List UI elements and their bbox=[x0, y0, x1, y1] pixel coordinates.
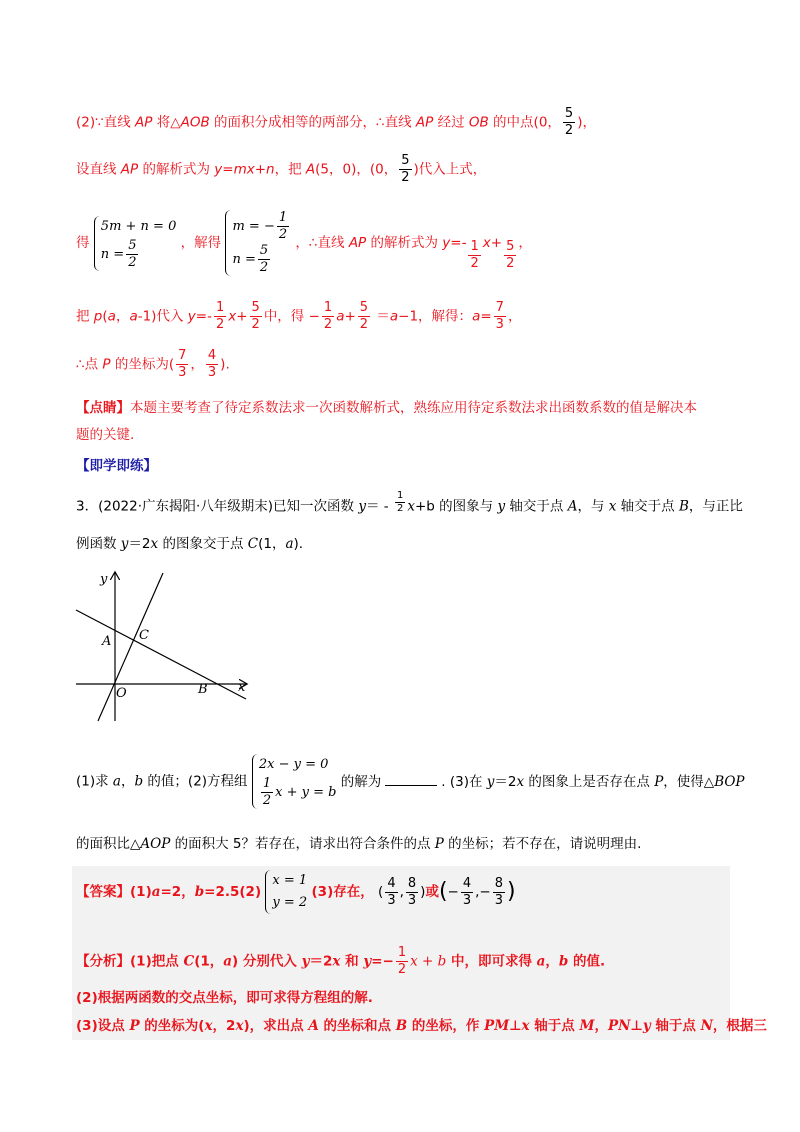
analysis-line-3: (3)设点 P 的坐标为(x，2x)，求出点 A 的坐标和点 B 的坐标，作 PM⊥x 轴于点 M，PN⊥y 轴于点 N，根据三 bbox=[76, 1018, 767, 1034]
subquestion-line-1: (1)求 a，b 的值；(2)方程组 2x − y = 0 $\frac{1}{2}$ x + y = b 的解为 . (3)在 y＝2x 的图象上是否存在点 P，使得△BOP bbox=[76, 754, 745, 809]
analysis-line-1: 【分析】(1)把点 C(1，a) 分别代入 y＝2x 和 y=− $\frac{1}{2}$ x + b 中，即可求得 a，b 的值. bbox=[76, 945, 606, 977]
comment-label: 【点睛】 bbox=[76, 400, 130, 416]
analysis-line-2: (2)根据两函数的交点坐标，即可求得方程组的解. bbox=[76, 990, 373, 1006]
solution-line-3: 得 5m + n = 0 n = $\frac{5}{2}$ ，解得 m = − $\frac{1}{2}$ n = $\frac{5}{2}$ ，∴直线 AP 的解析式为 y=- $\frac{1}{2}$ x+ $\frac{5}{2}$ ， bbox=[76, 210, 532, 275]
y-axis-label: y bbox=[100, 572, 108, 587]
solution-line-4: 把 p(a，a-1)代入 y=- $\frac{1}{2}$ x+ $\frac{5}{2}$ 中，得 − $\frac{1}{2}$ a+ $\frac{5}{2}$ ＝a−1，解得：a= $\frac{7}{3}$ ， bbox=[76, 300, 522, 332]
answer-label: 【答案】 bbox=[76, 884, 130, 900]
comment-line-2: 题的关键. bbox=[76, 427, 135, 443]
solution-line-1: (2)∵直线 AP 将△AOB 的面积分成相等的两部分，∴直线 AP 经过 OB 的中点(0， $\frac{5}{2}$ )， bbox=[76, 106, 596, 138]
fraction: $\frac{5}{2}$ bbox=[401, 153, 410, 185]
line-ab bbox=[76, 610, 246, 699]
point-a-label: A bbox=[102, 634, 112, 649]
origin-label: O bbox=[116, 686, 127, 701]
point-c-label: C bbox=[139, 628, 149, 643]
x-axis-label: x bbox=[238, 680, 246, 695]
answer-line: 【答案】(1)a=2，b=2.5(2) x = 1 y = 2 (3)存在， ( $\frac{4}{3}$ , $\frac{8}{3}$ )或(− $\frac{4}{3}$ ,− $\frac{8}{3}$ ) bbox=[76, 870, 516, 914]
subquestion-line-2: 的面积比△AOP 的面积大 5？若存在，请求出符合条件的点 P 的坐标；若不存在，请说明理由. bbox=[76, 836, 642, 852]
equation-system-1: 5m + n = 0 n = $\frac{5}{2}$ bbox=[94, 216, 177, 271]
question-line-1: 3．(2022·广东揭阳·八年级期末)已知一次函数 y＝ - $\frac{1}{2}$ x+b 的图象与 y 轴交于点 A，与 x 轴交于点 B，与正比 bbox=[76, 490, 743, 515]
answer-blank[interactable] bbox=[385, 771, 437, 786]
coordinate-figure bbox=[70, 565, 260, 725]
analysis-label: 【分析】 bbox=[76, 953, 130, 970]
fraction: $\frac{5}{2}$ bbox=[564, 106, 574, 138]
answer-equation-system: x = 1 y = 2 bbox=[265, 870, 307, 914]
question-line-2: 例函数 y＝2x 的图象交于点 C(1，a). bbox=[76, 536, 304, 552]
equation-system-2: m = − $\frac{1}{2}$ n = $\frac{5}{2}$ bbox=[225, 210, 291, 276]
solution-line-5: ∴点 P 的坐标为( $\frac{7}{3}$ ， $\frac{4}{3}$ ). bbox=[76, 348, 230, 380]
solution-line-2: 设直线 AP 的解析式为 y=mx+n，把 A(5，0)，(0， $\frac{5}{2}$ )代入上式， bbox=[76, 153, 487, 185]
point-b-label: B bbox=[198, 682, 208, 697]
equation-system: 2x − y = 0 $\frac{1}{2}$ x + y = b bbox=[252, 754, 337, 809]
comment-line-1: 【点睛】本题主要考查了待定系数法求一次函数解析式，熟练应用待定系数法求出函数系数的值是解决本 bbox=[76, 400, 697, 416]
practice-header: 【即学即练】 bbox=[76, 458, 157, 474]
